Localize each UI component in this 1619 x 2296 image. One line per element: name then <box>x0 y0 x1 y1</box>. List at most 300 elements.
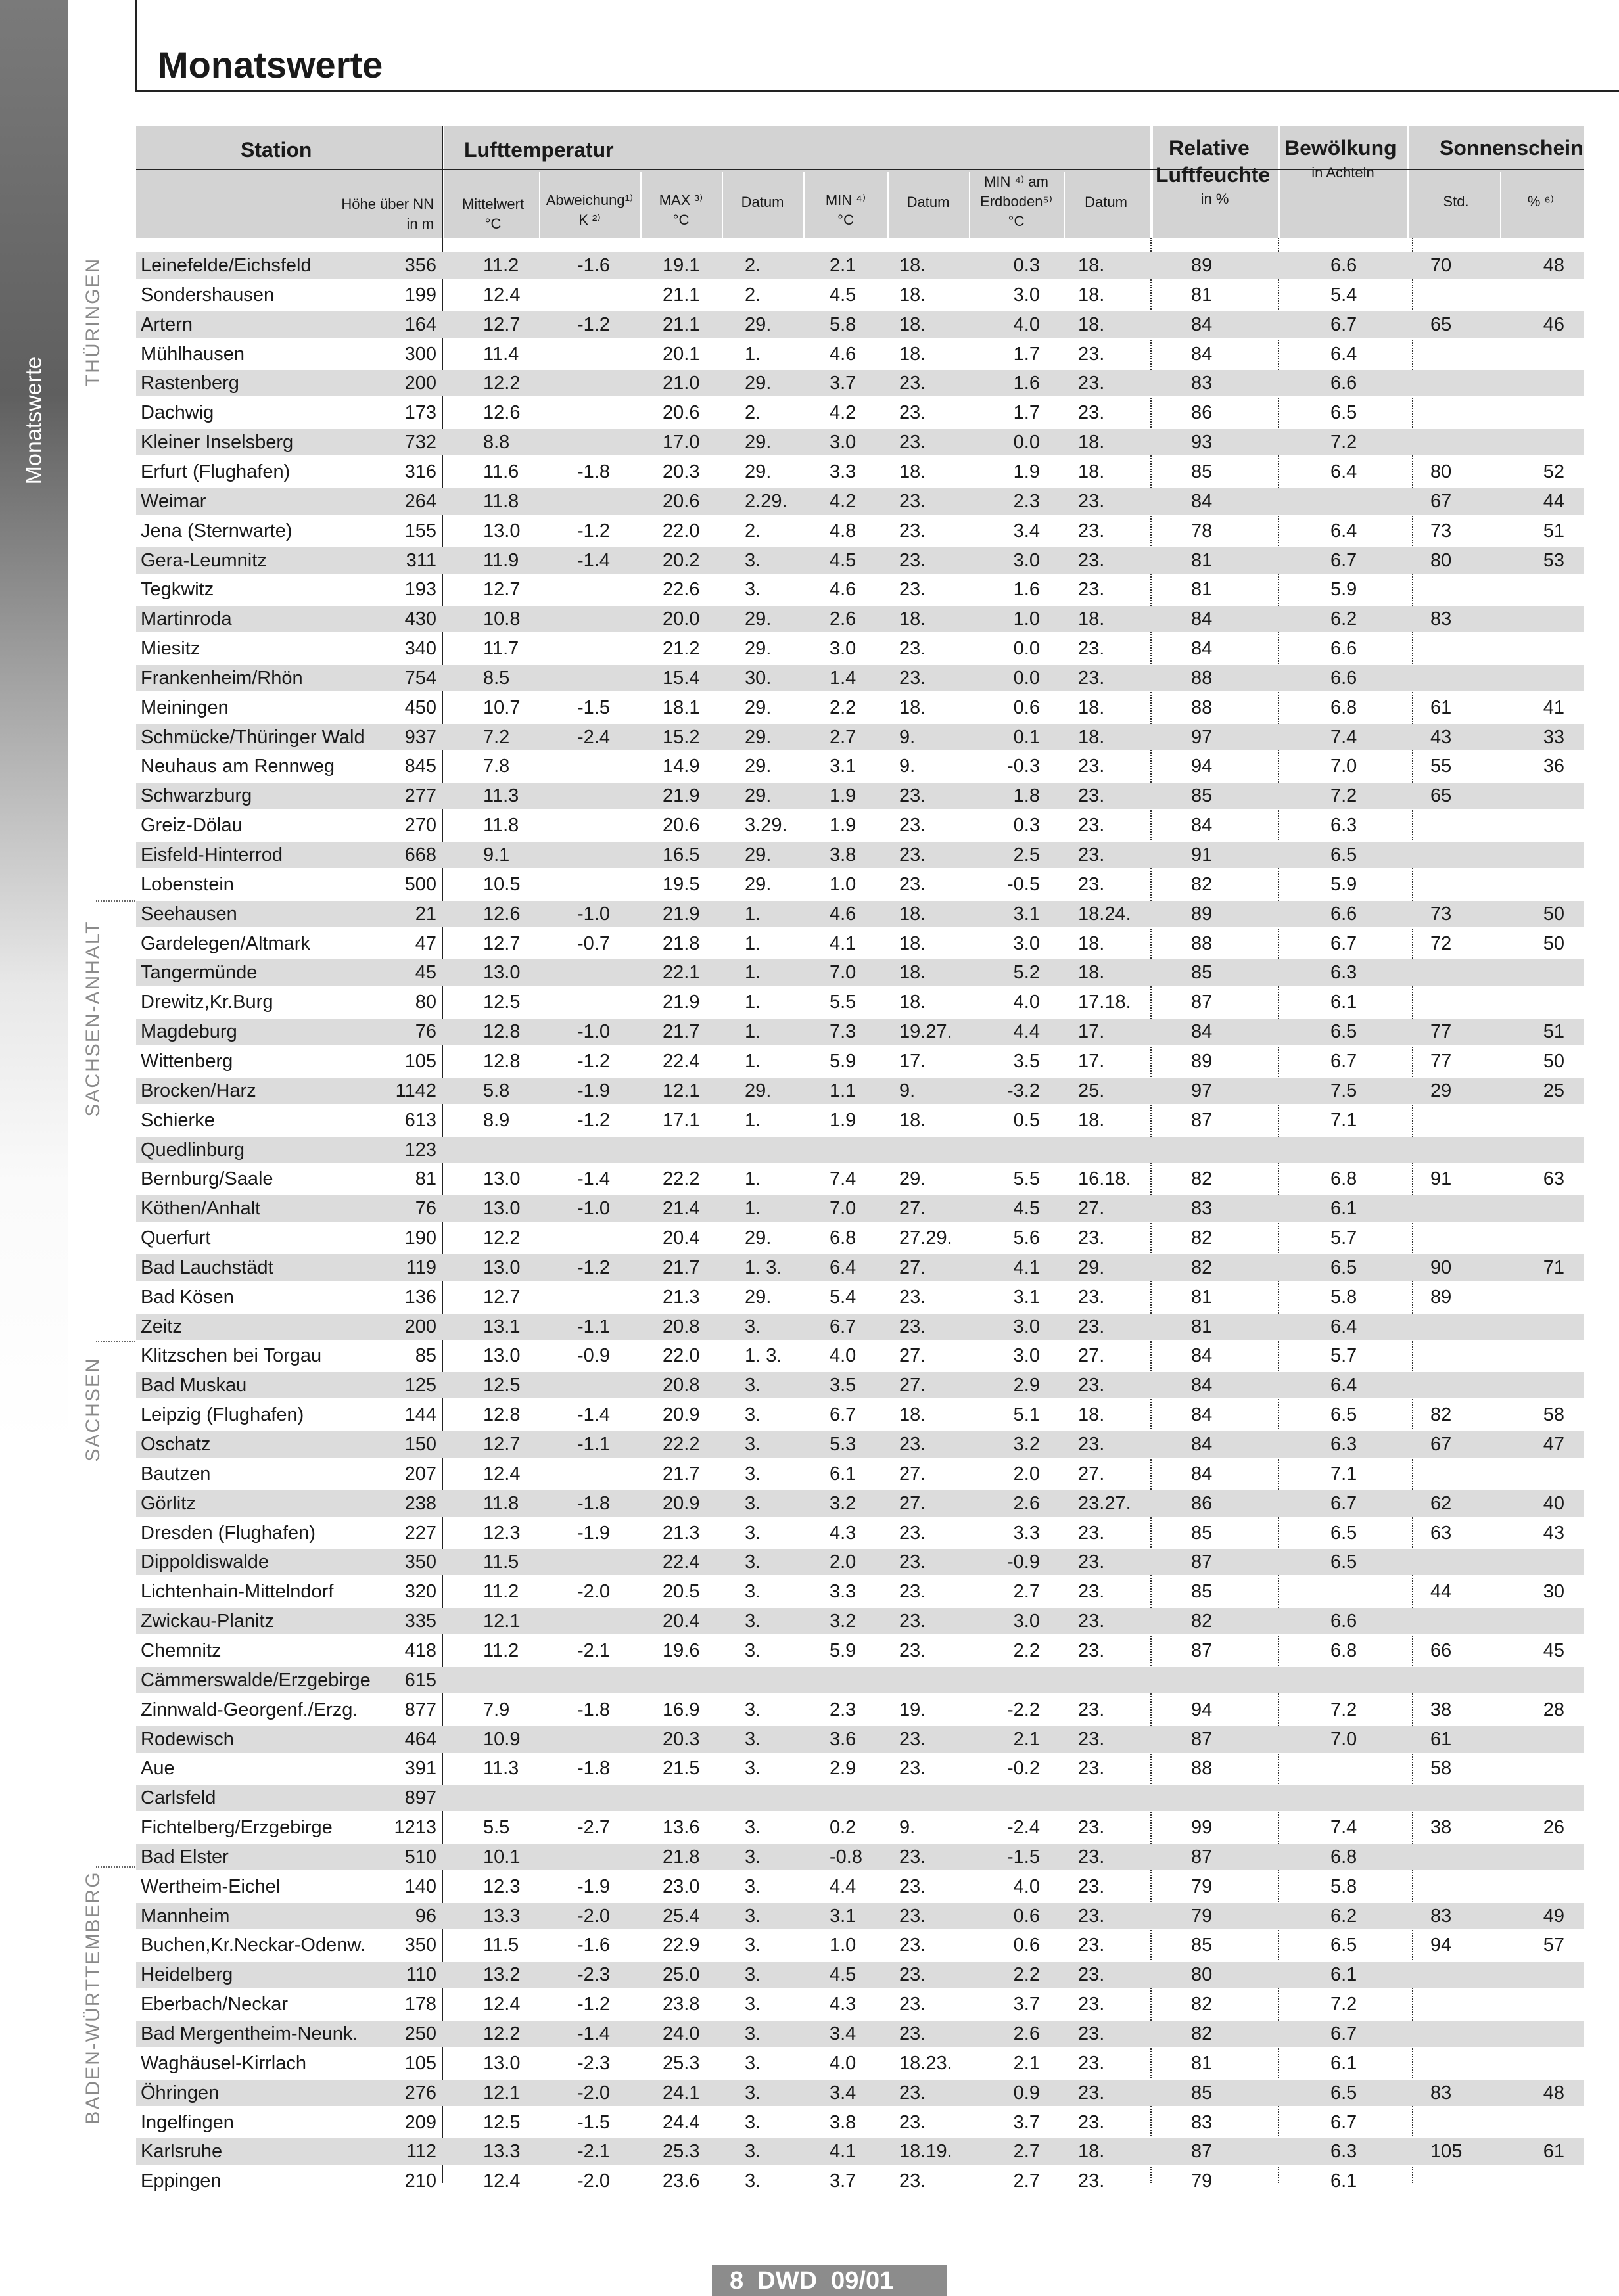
cell-station-name: Leinefelde/Eichsfeld <box>141 255 312 276</box>
cell-hoehe: 615 <box>404 1669 436 1691</box>
cell-min-erdboden-datum: 23. <box>1078 2170 1105 2192</box>
header-luftfeuchte-label: Luftfeuchte <box>1156 163 1271 187</box>
cell-min-datum: 23. <box>899 1316 926 1337</box>
cell-min-erdboden-datum: 23. <box>1078 2023 1105 2044</box>
cell-luftfeuchte: 88 <box>1191 667 1213 689</box>
cell-min-erdboden: -3.2 <box>1007 1080 1040 1101</box>
cell-mittelwert: 12.6 <box>483 402 521 424</box>
cell-sonnenschein-std: 105 <box>1430 2141 1463 2163</box>
cell-mittelwert: 12.3 <box>483 1875 521 1897</box>
cell-max: 20.3 <box>663 461 700 482</box>
cell-min-erdboden-datum: 18. <box>1078 313 1105 335</box>
cell-station-name: Karlsruhe <box>141 2141 223 2163</box>
cell-min-erdboden-datum: 23. <box>1078 402 1105 424</box>
cell-min-erdboden: 3.0 <box>1013 549 1040 571</box>
cell-min-datum: 23. <box>899 1551 926 1573</box>
cell-max: 22.9 <box>663 1935 700 1956</box>
cell-max: 16.9 <box>663 1699 700 1720</box>
cell-station-name: Cämmerswalde/Erzgebirge <box>141 1669 371 1691</box>
cell-abweichung: -1.9 <box>577 1875 610 1897</box>
cell-hoehe: 150 <box>404 1434 436 1455</box>
cell-hoehe: 937 <box>404 726 436 748</box>
cell-hoehe: 264 <box>404 490 436 512</box>
cell-station-name: Dresden (Flughafen) <box>141 1522 316 1544</box>
cell-min: 4.6 <box>830 903 856 925</box>
cell-max: 21.5 <box>663 1758 700 1779</box>
cell-luftfeuchte: 87 <box>1191 1551 1213 1573</box>
cell-station-name: Buchen,Kr.Neckar-Odenw. <box>141 1935 365 1956</box>
cell-max-datum: 1. 3. <box>745 1345 782 1367</box>
cell-sonnenschein-std: 83 <box>1430 2082 1452 2103</box>
cell-min-erdboden-datum: 23. <box>1078 1286 1105 1308</box>
cell-hoehe: 200 <box>404 1316 436 1337</box>
cell-min: 4.4 <box>830 1875 856 1897</box>
state-separator <box>96 1866 135 1868</box>
cell-max-datum: 29. <box>745 785 772 807</box>
cell-max-datum: 29. <box>745 1080 772 1101</box>
cell-bewoelkung: 6.3 <box>1330 2141 1357 2163</box>
cell-sonnenschein-prozent: 58 <box>1543 1404 1564 1426</box>
cell-station-name: Schwarzburg <box>141 785 252 807</box>
cell-luftfeuchte: 85 <box>1191 1581 1213 1603</box>
cell-luftfeuchte: 99 <box>1191 1817 1213 1839</box>
cell-mittelwert: 13.2 <box>483 1964 521 1986</box>
cell-min-erdboden: -0.5 <box>1007 873 1040 895</box>
cell-max-datum: 2. <box>745 284 761 306</box>
cell-min-erdboden-datum: 23. <box>1078 490 1105 512</box>
cell-min: 5.9 <box>830 1640 856 1661</box>
cell-luftfeuchte: 82 <box>1191 1994 1213 2015</box>
cell-max-datum: 1. <box>745 1168 761 1190</box>
cell-min-erdboden-datum: 29. <box>1078 1256 1105 1278</box>
cell-max: 20.2 <box>663 549 700 571</box>
header-sep <box>1500 172 1501 238</box>
cell-min-datum: 23. <box>899 2111 926 2133</box>
cell-hoehe: 76 <box>415 1021 436 1043</box>
cell-min-erdboden: 1.7 <box>1013 402 1040 424</box>
cell-abweichung: -2.1 <box>577 1640 610 1661</box>
cell-luftfeuchte: 84 <box>1191 343 1213 365</box>
cell-min-erdboden: 3.7 <box>1013 1994 1040 2015</box>
cell-station-name: Brocken/Harz <box>141 1080 256 1101</box>
cell-min-datum: 23. <box>899 402 926 424</box>
cell-hoehe: 450 <box>404 697 436 718</box>
cell-min: 6.7 <box>830 1404 856 1426</box>
cell-hoehe: 430 <box>404 608 436 630</box>
cell-luftfeuchte: 85 <box>1191 2082 1213 2103</box>
cell-abweichung: -1.2 <box>577 1109 610 1131</box>
cell-mittelwert: 5.8 <box>483 1080 510 1101</box>
state-label-sachsen-anhalt: SACHSEN-ANHALT <box>82 920 104 1117</box>
cell-max-datum: 1. <box>745 992 761 1013</box>
cell-min-datum: 23. <box>899 1935 926 1956</box>
header-sep <box>539 172 540 238</box>
cell-min-erdboden: 0.5 <box>1013 1109 1040 1131</box>
cell-min-erdboden: 0.0 <box>1013 667 1040 689</box>
cell-bewoelkung: 5.8 <box>1330 1875 1357 1897</box>
cell-min-datum: 23. <box>899 1640 926 1661</box>
cell-mittelwert: 12.4 <box>483 2170 521 2192</box>
cell-luftfeuchte: 82 <box>1191 1611 1213 1632</box>
cell-luftfeuchte: 83 <box>1191 373 1213 394</box>
cell-mittelwert: 13.1 <box>483 1316 521 1337</box>
cell-mittelwert: 12.7 <box>483 313 521 335</box>
cell-hoehe: 136 <box>404 1286 436 1308</box>
cell-luftfeuchte: 87 <box>1191 2141 1213 2163</box>
cell-abweichung: -2.0 <box>577 2082 610 2103</box>
cell-min-erdboden: 4.1 <box>1013 1256 1040 1278</box>
cell-station-name: Seehausen <box>141 903 237 925</box>
cell-sonnenschein-std: 73 <box>1430 903 1452 925</box>
cell-luftfeuchte: 97 <box>1191 726 1213 748</box>
cell-bewoelkung: 6.8 <box>1330 697 1357 718</box>
cell-luftfeuchte: 88 <box>1191 932 1213 954</box>
cell-max-datum: 3. <box>745 1316 761 1337</box>
cell-hoehe: 732 <box>404 432 436 453</box>
cell-sonnenschein-std: 83 <box>1430 608 1452 630</box>
cell-max-datum: 1. <box>745 1021 761 1043</box>
footer-page-number: 8 <box>730 2267 744 2295</box>
cell-min: 5.8 <box>830 313 856 335</box>
cell-bewoelkung: 6.2 <box>1330 608 1357 630</box>
cell-min: 4.5 <box>830 549 856 571</box>
cell-min-erdboden: 3.0 <box>1013 932 1040 954</box>
cell-station-name: Meiningen <box>141 697 229 718</box>
cell-min-erdboden: 2.0 <box>1013 1463 1040 1484</box>
cell-sonnenschein-std: 80 <box>1430 461 1452 482</box>
cell-station-name: Wittenberg <box>141 1050 233 1072</box>
cell-min-erdboden: 3.0 <box>1013 284 1040 306</box>
cell-min: 1.4 <box>830 667 856 689</box>
sidebar-label: Monatswerte <box>21 356 46 485</box>
cell-mittelwert: 12.4 <box>483 284 521 306</box>
cell-min-erdboden-datum: 18.24. <box>1078 903 1131 925</box>
cell-bewoelkung: 6.4 <box>1330 343 1357 365</box>
cell-station-name: Tegkwitz <box>141 579 214 601</box>
header-sep <box>803 172 805 238</box>
cell-min-datum: 23. <box>899 490 926 512</box>
cell-mittelwert: 9.1 <box>483 844 510 865</box>
cell-min-erdboden: -1.5 <box>1007 1846 1040 1868</box>
cell-station-name: Bad Kösen <box>141 1286 234 1308</box>
cell-min: 2.2 <box>830 697 856 718</box>
cell-bewoelkung: 6.5 <box>1330 2082 1357 2103</box>
cell-luftfeuchte: 78 <box>1191 520 1213 541</box>
cell-hoehe: 173 <box>404 402 436 424</box>
cell-max-datum: 1. <box>745 343 761 365</box>
cell-max-datum: 3. <box>745 1994 761 2015</box>
cell-max: 17.1 <box>663 1109 700 1131</box>
cell-hoehe: 105 <box>404 1050 436 1072</box>
cell-min-erdboden: 5.2 <box>1013 962 1040 984</box>
cell-hoehe: 144 <box>404 1404 436 1426</box>
cell-max-datum: 3. <box>745 1492 761 1514</box>
cell-min: 7.0 <box>830 962 856 984</box>
cell-max-datum: 3. <box>745 2082 761 2103</box>
cell-min-erdboden-datum: 18. <box>1078 255 1105 276</box>
cell-min: 5.9 <box>830 1050 856 1072</box>
cell-abweichung: -1.8 <box>577 461 610 482</box>
cell-luftfeuchte: 87 <box>1191 1728 1213 1750</box>
cell-sonnenschein-prozent: 46 <box>1543 313 1564 335</box>
cell-station-name: Schierke <box>141 1109 215 1131</box>
state-label-baden-wuerttemberg: BADEN-WÜRTTEMBERG <box>82 1871 104 2124</box>
cell-abweichung: -2.3 <box>577 1964 610 1986</box>
cell-station-name: Mühlhausen <box>141 343 245 365</box>
cell-max: 25.3 <box>663 2052 700 2074</box>
cell-luftfeuchte: 85 <box>1191 1522 1213 1544</box>
cell-min-erdboden-datum: 18. <box>1078 932 1105 954</box>
cell-mittelwert: 12.2 <box>483 373 521 394</box>
cell-min: 1.0 <box>830 873 856 895</box>
cell-bewoelkung: 6.4 <box>1330 520 1357 541</box>
cell-min-datum: 23. <box>899 1581 926 1603</box>
cell-max-datum: 3. <box>745 1905 761 1927</box>
cell-min-erdboden-datum: 23. <box>1078 1758 1105 1779</box>
cell-station-name: Öhringen <box>141 2082 220 2103</box>
header-max-label: MAX ³⁾ °C <box>659 192 703 228</box>
header-sep <box>887 172 889 238</box>
cell-min-erdboden-datum: 23.27. <box>1078 1492 1131 1514</box>
cell-station-name: Rastenberg <box>141 373 239 394</box>
cell-mittelwert: 12.1 <box>483 2082 521 2103</box>
state-separator <box>96 1341 135 1342</box>
cell-min-erdboden-datum: 23. <box>1078 549 1105 571</box>
cell-max: 20.9 <box>663 1404 700 1426</box>
cell-min-erdboden-datum: 23. <box>1078 1316 1105 1337</box>
cell-luftfeuchte: 84 <box>1191 638 1213 660</box>
cell-mittelwert: 12.6 <box>483 903 521 925</box>
cell-mittelwert: 12.8 <box>483 1021 521 1043</box>
cell-max-datum: 29. <box>745 373 772 394</box>
cell-max-datum: 3. <box>745 2170 761 2192</box>
cell-station-name: Klitzschen bei Torgau <box>141 1345 322 1367</box>
cell-bewoelkung: 6.8 <box>1330 1168 1357 1190</box>
cell-max-datum: 2. <box>745 255 761 276</box>
cell-hoehe: 47 <box>415 932 436 954</box>
cell-sonnenschein-std: 61 <box>1430 1728 1452 1750</box>
cell-max: 17.0 <box>663 432 700 453</box>
cell-min-erdboden: 3.0 <box>1013 1611 1040 1632</box>
cell-sonnenschein-prozent: 25 <box>1543 1080 1564 1101</box>
cell-bewoelkung: 6.4 <box>1330 461 1357 482</box>
cell-min: 3.0 <box>830 638 856 660</box>
cell-max: 20.4 <box>663 1228 700 1249</box>
cell-max: 20.0 <box>663 608 700 630</box>
cell-min-erdboden: 0.3 <box>1013 255 1040 276</box>
cell-bewoelkung: 6.5 <box>1330 1935 1357 1956</box>
cell-min-erdboden: 1.7 <box>1013 343 1040 365</box>
cell-luftfeuchte: 87 <box>1191 1109 1213 1131</box>
cell-station-name: Zinnwald-Georgenf./Erzg. <box>141 1699 358 1720</box>
cell-sonnenschein-std: 83 <box>1430 1905 1452 1927</box>
cell-min-datum: 23. <box>899 1758 926 1779</box>
cell-luftfeuchte: 89 <box>1191 903 1213 925</box>
cell-station-name: Zeitz <box>141 1316 182 1337</box>
cell-bewoelkung: 6.6 <box>1330 903 1357 925</box>
cell-luftfeuchte: 84 <box>1191 1434 1213 1455</box>
cell-min-erdboden: 3.4 <box>1013 520 1040 541</box>
cell-bewoelkung: 7.0 <box>1330 1728 1357 1750</box>
cell-max-datum: 29. <box>745 873 772 895</box>
cell-luftfeuchte: 85 <box>1191 785 1213 807</box>
cell-hoehe: 668 <box>404 844 436 865</box>
cell-station-name: Frankenheim/Rhön <box>141 667 303 689</box>
cell-luftfeuchte: 83 <box>1191 1198 1213 1220</box>
cell-mittelwert: 12.4 <box>483 1463 521 1484</box>
cell-station-name: Eberbach/Neckar <box>141 1994 289 2015</box>
cell-max-datum: 29. <box>745 697 772 718</box>
cell-min-erdboden-datum: 27. <box>1078 1463 1105 1484</box>
cell-min: 3.6 <box>830 1728 856 1750</box>
cell-mittelwert: 11.6 <box>483 461 519 482</box>
cell-max-datum: 3. <box>745 2141 761 2163</box>
cell-mittelwert: 13.0 <box>483 520 521 541</box>
cell-station-name: Eisfeld-Hinterrod <box>141 844 283 865</box>
cell-min: 2.6 <box>830 608 856 630</box>
cell-mittelwert: 7.9 <box>483 1699 510 1720</box>
cell-sonnenschein-std: 58 <box>1430 1758 1452 1779</box>
cell-hoehe: 845 <box>404 756 436 777</box>
cell-bewoelkung: 5.9 <box>1330 579 1357 601</box>
cell-station-name: Görlitz <box>141 1492 196 1514</box>
cell-bewoelkung: 6.6 <box>1330 1611 1357 1632</box>
cell-min-erdboden-datum: 23. <box>1078 1228 1105 1249</box>
cell-mittelwert: 8.9 <box>483 1109 510 1131</box>
cell-sonnenschein-std: 77 <box>1430 1021 1452 1043</box>
cell-min-erdboden: 1.6 <box>1013 373 1040 394</box>
cell-sonnenschein-prozent: 33 <box>1543 726 1564 748</box>
cell-min-erdboden: 3.0 <box>1013 1316 1040 1337</box>
cell-hoehe: 105 <box>404 2052 436 2074</box>
cell-min-datum: 23. <box>899 2082 926 2103</box>
cell-min: 4.5 <box>830 284 856 306</box>
header-sep <box>969 172 970 238</box>
cell-min-datum: 23. <box>899 549 926 571</box>
cell-abweichung: -1.2 <box>577 313 610 335</box>
cell-mittelwert: 12.7 <box>483 1286 521 1308</box>
cell-sonnenschein-prozent: 26 <box>1543 1817 1564 1839</box>
cell-min-datum: 18. <box>899 284 926 306</box>
header-sep <box>640 172 642 238</box>
cell-bewoelkung: 6.4 <box>1330 1316 1357 1337</box>
cell-min-erdboden-datum: 18. <box>1078 962 1105 984</box>
header-sep <box>722 172 723 238</box>
cell-hoehe: 250 <box>404 2023 436 2044</box>
cell-max-datum: 3. <box>745 1935 761 1956</box>
cell-min-erdboden-datum: 23. <box>1078 844 1105 865</box>
cell-max-datum: 3. <box>745 1551 761 1573</box>
cell-hoehe: 125 <box>404 1375 436 1396</box>
cell-min-datum: 23. <box>899 1434 926 1455</box>
cell-mittelwert: 10.9 <box>483 1728 521 1750</box>
cell-luftfeuchte: 85 <box>1191 962 1213 984</box>
cell-min-datum: 27. <box>899 1345 926 1367</box>
cell-luftfeuchte: 88 <box>1191 1758 1213 1779</box>
cell-min-erdboden-datum: 23. <box>1078 2111 1105 2133</box>
cell-mittelwert: 10.5 <box>483 873 521 895</box>
cell-luftfeuchte: 79 <box>1191 1875 1213 1897</box>
cell-max-datum: 3. <box>745 1522 761 1544</box>
cell-min-erdboden: 1.0 <box>1013 608 1040 630</box>
cell-abweichung: -1.0 <box>577 1198 610 1220</box>
cell-min-datum: 23. <box>899 667 926 689</box>
cell-luftfeuchte: 84 <box>1191 815 1213 837</box>
cell-station-name: Köthen/Anhalt <box>141 1198 261 1220</box>
cell-min-erdboden-datum: 16.18. <box>1078 1168 1131 1190</box>
cell-luftfeuchte: 84 <box>1191 1375 1213 1396</box>
cell-luftfeuchte: 81 <box>1191 1316 1213 1337</box>
cell-luftfeuchte: 84 <box>1191 1463 1213 1484</box>
cell-luftfeuchte: 97 <box>1191 1080 1213 1101</box>
cell-min-erdboden: 5.6 <box>1013 1228 1040 1249</box>
cell-max-datum: 3. <box>745 1581 761 1603</box>
cell-station-name: Rodewisch <box>141 1728 234 1750</box>
cell-max: 20.4 <box>663 1611 700 1632</box>
cell-station-name: Artern <box>141 313 193 335</box>
cell-min-datum: 27. <box>899 1492 926 1514</box>
header-datum-3: Datum <box>1085 194 1127 210</box>
cell-min: 3.4 <box>830 2082 856 2103</box>
cell-bewoelkung: 6.6 <box>1330 255 1357 276</box>
cell-max-datum: 3. <box>745 1875 761 1897</box>
cell-bewoelkung: 7.4 <box>1330 726 1357 748</box>
cell-min: 2.0 <box>830 1551 856 1573</box>
cell-station-name: Querfurt <box>141 1228 211 1249</box>
cell-max: 21.3 <box>663 1522 700 1544</box>
cell-bewoelkung: 6.6 <box>1330 373 1357 394</box>
header-min-erd-label: MIN ⁴⁾ am Erdboden⁵⁾ °C <box>980 173 1052 229</box>
cell-max: 19.1 <box>663 255 700 276</box>
cell-max-datum: 3. <box>745 1375 761 1396</box>
cell-luftfeuchte: 81 <box>1191 284 1213 306</box>
cell-mittelwert: 12.8 <box>483 1404 521 1426</box>
cell-bewoelkung: 6.7 <box>1330 2023 1357 2044</box>
cell-sonnenschein-prozent: 28 <box>1543 1699 1564 1720</box>
cell-min-erdboden-datum: 23. <box>1078 785 1105 807</box>
cell-bewoelkung: 6.5 <box>1330 1404 1357 1426</box>
cell-max-datum: 3. <box>745 1817 761 1839</box>
cell-min-erdboden: 0.6 <box>1013 1905 1040 1927</box>
cell-bewoelkung: 6.1 <box>1330 992 1357 1013</box>
cell-min-erdboden-datum: 23. <box>1078 1640 1105 1661</box>
cell-hoehe: 209 <box>404 2111 436 2133</box>
cell-mittelwert: 11.2 <box>483 1640 519 1661</box>
cell-min-erdboden-datum: 23. <box>1078 756 1105 777</box>
cell-max-datum: 3. <box>745 1640 761 1661</box>
cell-min-erdboden-datum: 23. <box>1078 1728 1105 1750</box>
cell-min-erdboden-datum: 23. <box>1078 1994 1105 2015</box>
cell-max: 13.6 <box>663 1817 700 1839</box>
cell-min: 3.5 <box>830 1375 856 1396</box>
cell-luftfeuchte: 87 <box>1191 992 1213 1013</box>
cell-hoehe: 112 <box>406 2141 436 2163</box>
cell-station-name: Drewitz,Kr.Burg <box>141 992 273 1013</box>
header-abweichung-label: Abweichung¹⁾ K ²⁾ <box>546 192 634 228</box>
cell-min-erdboden: 2.6 <box>1013 1492 1040 1514</box>
cell-min: 1.9 <box>830 815 856 837</box>
cell-station-name: Lobenstein <box>141 873 234 895</box>
cell-station-name: Bad Mergentheim-Neunk. <box>141 2023 358 2044</box>
cell-sonnenschein-prozent: 51 <box>1543 520 1564 541</box>
cell-min-erdboden: 0.9 <box>1013 2082 1040 2103</box>
cell-mittelwert: 13.0 <box>483 1345 521 1367</box>
cell-min-erdboden-datum: 23. <box>1078 1434 1105 1455</box>
cell-max: 14.9 <box>663 756 700 777</box>
cell-max-datum: 3. <box>745 1846 761 1868</box>
cell-min-erdboden: 2.2 <box>1013 1964 1040 1986</box>
cell-sonnenschein-std: 77 <box>1430 1050 1452 1072</box>
